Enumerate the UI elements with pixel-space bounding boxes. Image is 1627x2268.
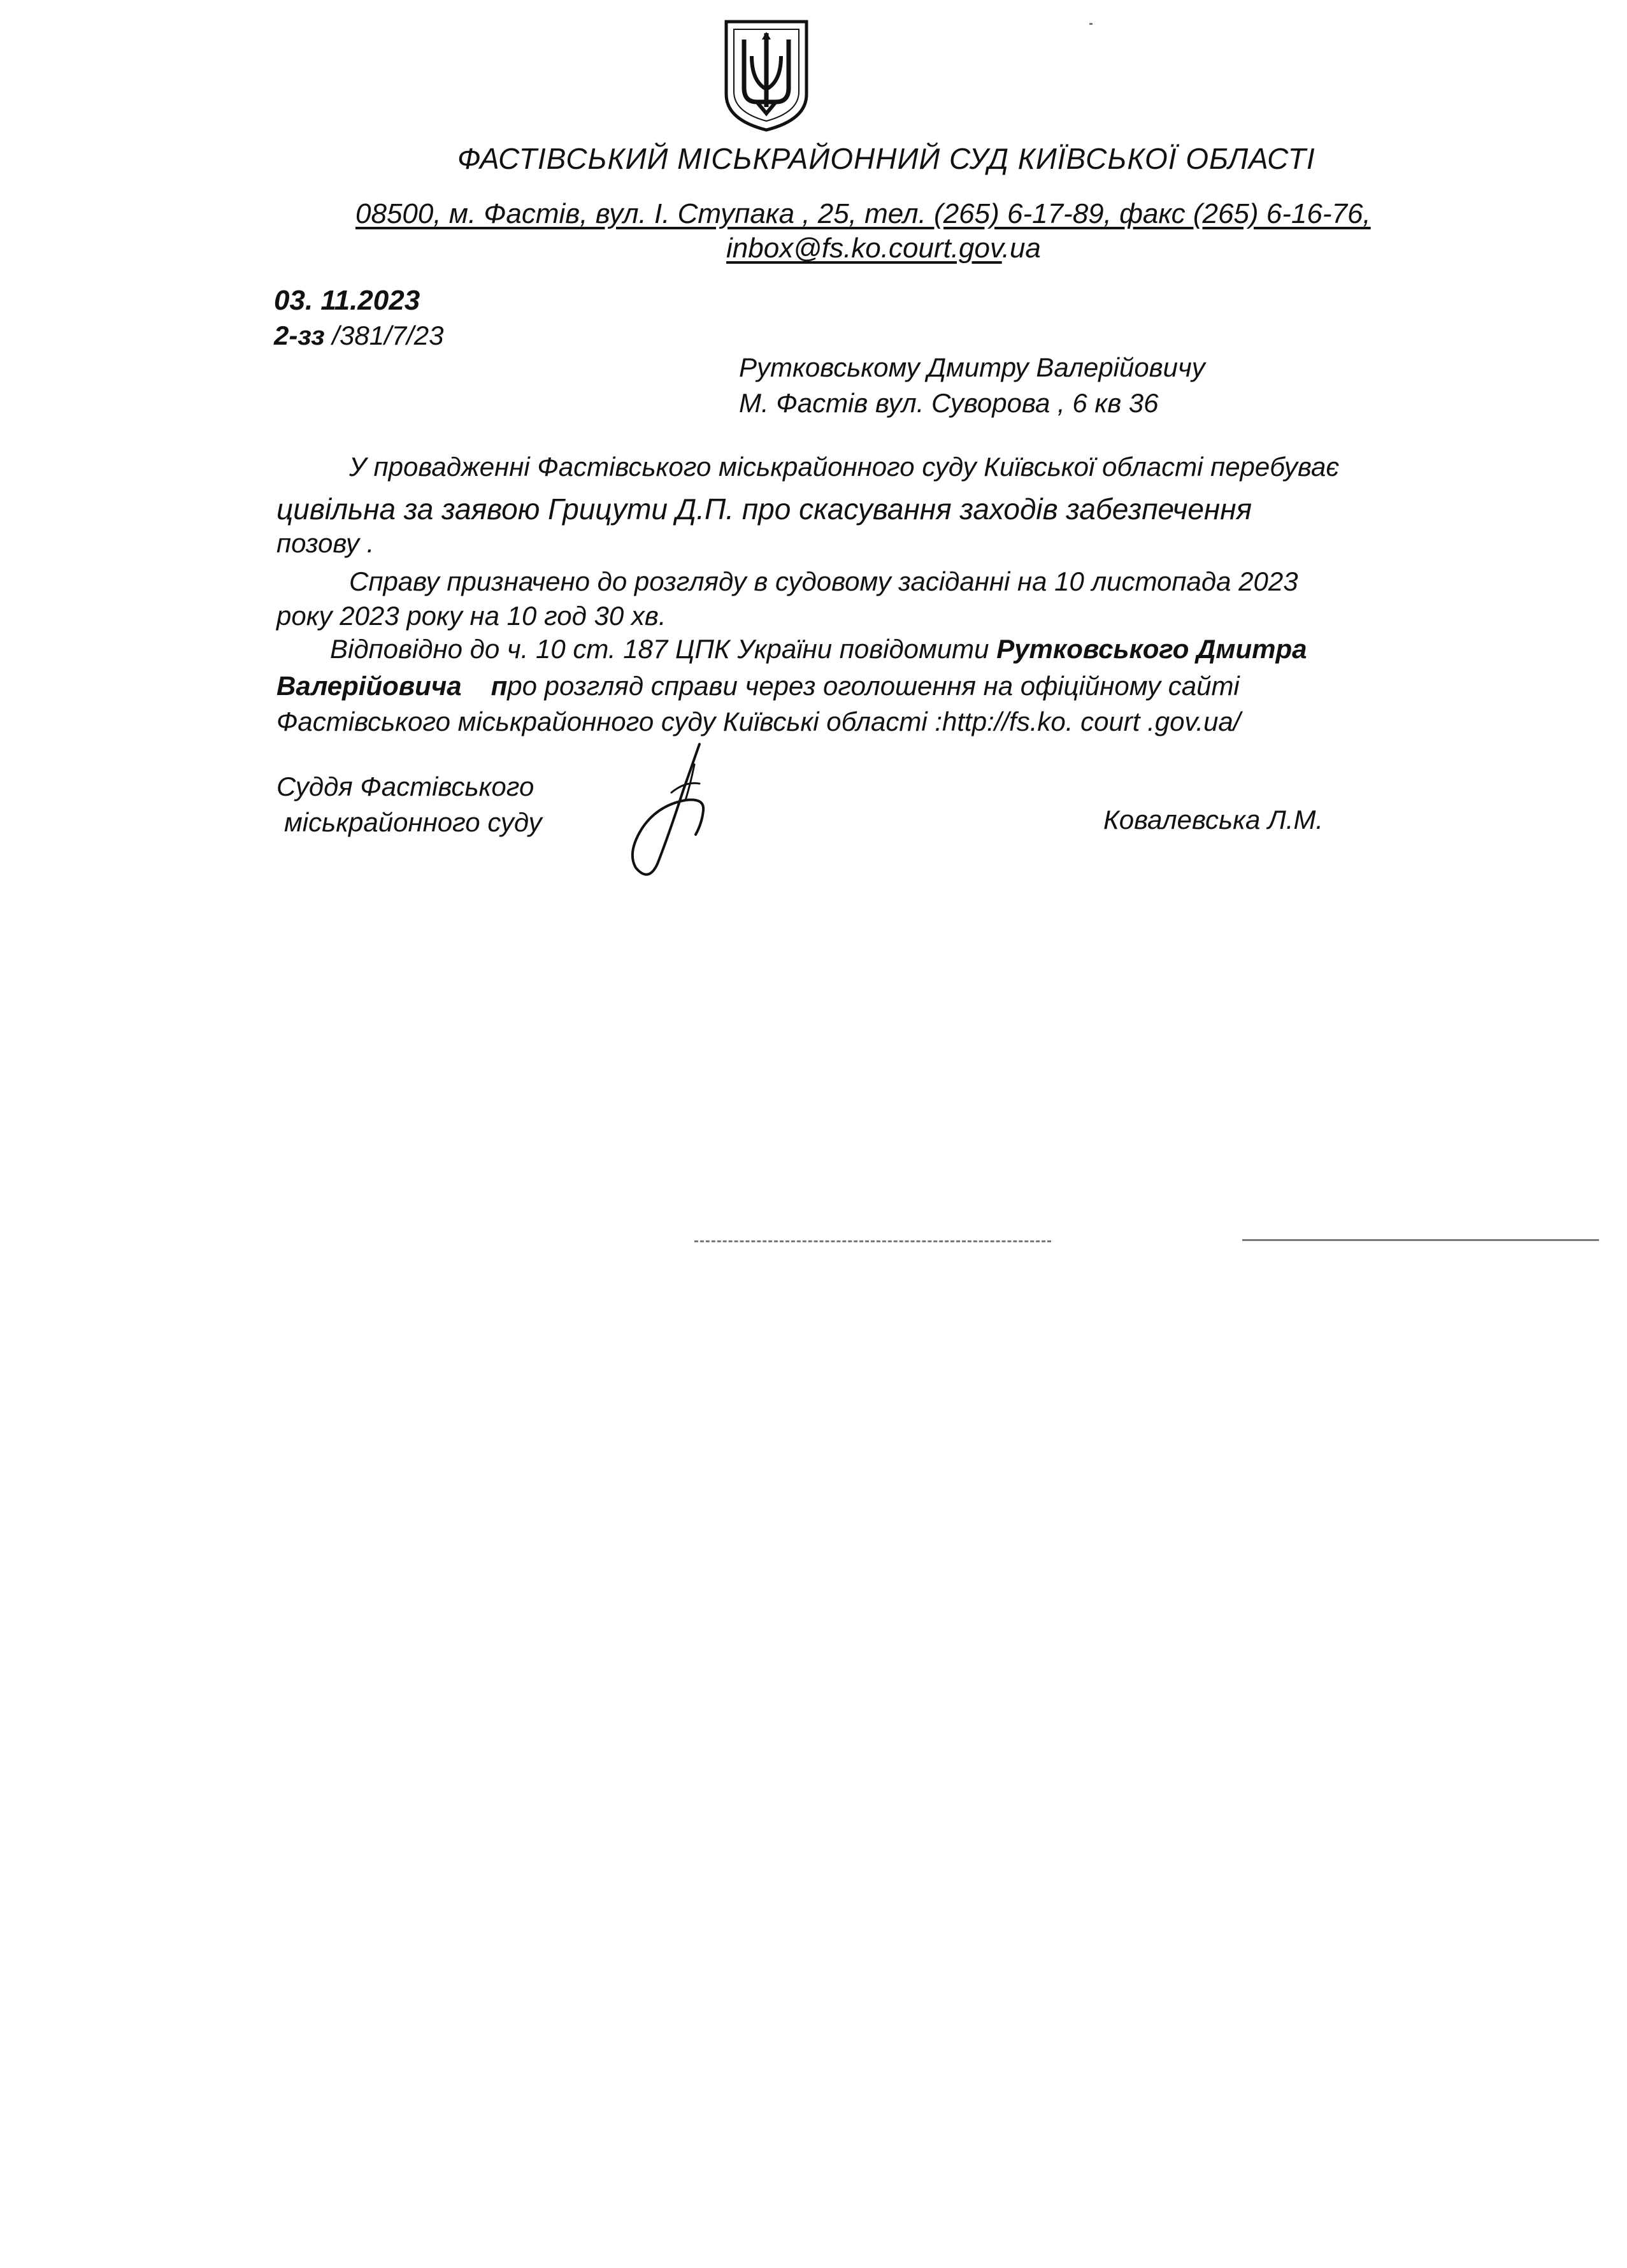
document-date: 03. 11.2023 [274,285,420,316]
judge-title-line-2: міськрайонного суду [284,807,542,837]
body-paragraph-2-line-2: року 2023 року на 10 год 30 хв. [276,601,666,631]
body-paragraph-3-line-3: Фастівського міськрайонного суду Київські області :http://fs.ko. court .gov.ua/ [276,707,1241,736]
recipient-address: М. Фастів вул. Суворова , 6 кв 36 [739,388,1159,418]
judge-title-line-1: Суддя Фастівського [276,772,534,801]
reference-prefix: 2-зз [274,320,325,350]
body-paragraph-1-line-3: позову . [276,528,375,558]
reference-number: /381/7/23 [324,320,444,350]
scan-artifact-line [1242,1239,1599,1241]
judge-name: Ковалевська Л.М. [1103,805,1324,835]
scan-artifact-line [694,1240,1051,1242]
recipient-name: Рутковському Дмитру Валерійовичу [739,352,1205,382]
bold-letter: п [491,671,508,701]
court-name: ФАСТІВСЬКИЙ МІСЬКРАЙОННИЙ СУД КИЇВСЬКОЇ ОБЛАСТІ [457,142,1315,175]
body-paragraph-2-line-1: Справу призначено до розгляду в судовому засіданні на 10 листопада 2023 [349,566,1298,596]
email-user: inbox@fs.ko.court.gov [726,233,1002,264]
notice-continuation: ро розгляд справи через оголошення на офіційному сайті [507,671,1240,701]
body-paragraph-3-line-1 [330,633,1307,665]
body-paragraph-3-line-2 [276,670,1240,702]
body-paragraph-1-line-1: У провадженні Фастівського міськрайонного суду Київської області перебуває [349,452,1340,482]
notice-text: Відповідно до ч. 10 ст. 187 ЦПК України повідомити [330,634,997,664]
email-tld: .ua [1001,233,1041,264]
document-reference [274,320,443,352]
notified-person-surname: Рутковського Дмитра [996,634,1307,664]
handwritten-signature-icon [624,739,733,879]
body-paragraph-1-line-2: цивільна за заявою Грицути Д.П. про скасування заходів забезпечення [276,492,1252,526]
notified-person-patronymic: Валерійовича [276,671,462,701]
scan-speck [1089,23,1093,25]
court-address: 08500, м. Фастів, вул. І. Ступака , 25, тел. (265) 6-17-89, факс (265) 6-16-76, [355,198,1371,229]
court-email[interactable] [726,232,1041,265]
trident-coat-of-arms-icon [719,18,814,133]
